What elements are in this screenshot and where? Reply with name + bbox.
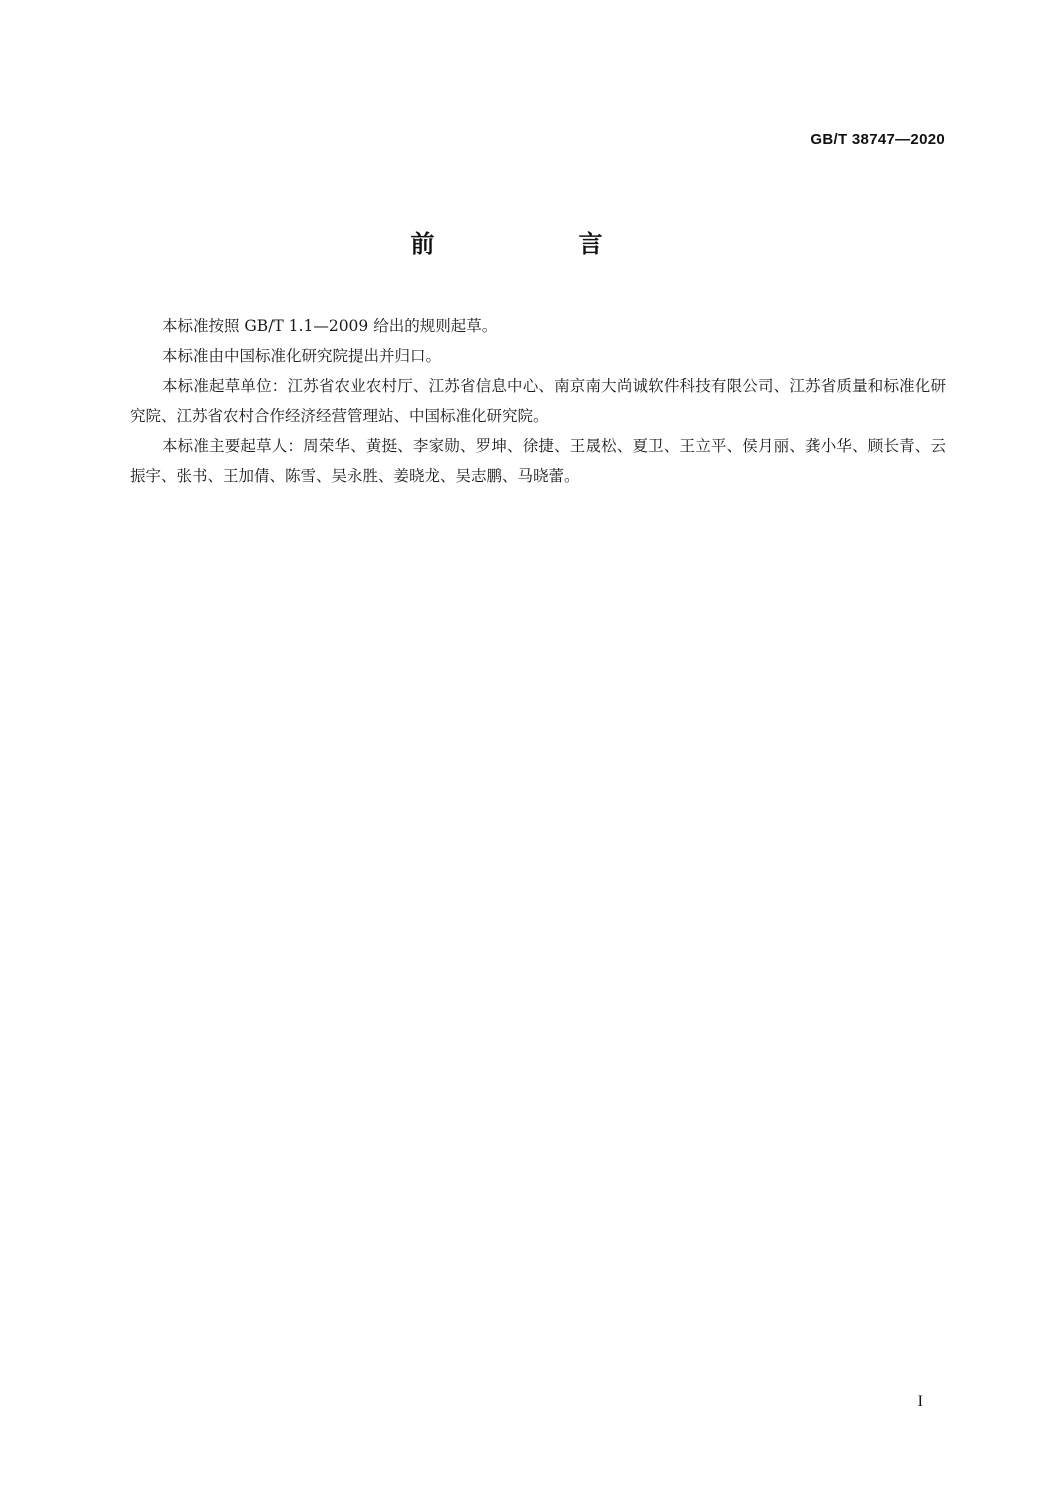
paragraph-proposer: 本标准由中国标准化研究院提出并归口。: [162, 347, 442, 365]
paragraph-drafting-units: 本标准起草单位：江苏省农业农村厅、江苏省信息中心、南京南大尚诚软件科技有限公司、江苏省质量和标准化研究院、江苏省农村合作经济经营管理站、中国标准化研究院。: [130, 377, 946, 425]
page-title: 前 言: [410, 230, 663, 258]
paragraph-drafters: 本标准主要起草人：周荣华、黄挺、李家勋、罗坤、徐捷、王晟松、夏卫、王立平、侯月丽、龚小华、顾长青、云振宇、张书、王加倩、陈雪、吴永胜、姜晓龙、吴志鹏、马晓蕾。: [130, 437, 946, 485]
paragraph-drafting-rules: 本标准按照 GB/T 1.1—2009 给出的规则起草。: [162, 317, 498, 335]
standard-code: GB/T 38747—2020: [810, 131, 945, 148]
page-number: I: [917, 1393, 923, 1410]
foreword-body: [130, 311, 946, 491]
